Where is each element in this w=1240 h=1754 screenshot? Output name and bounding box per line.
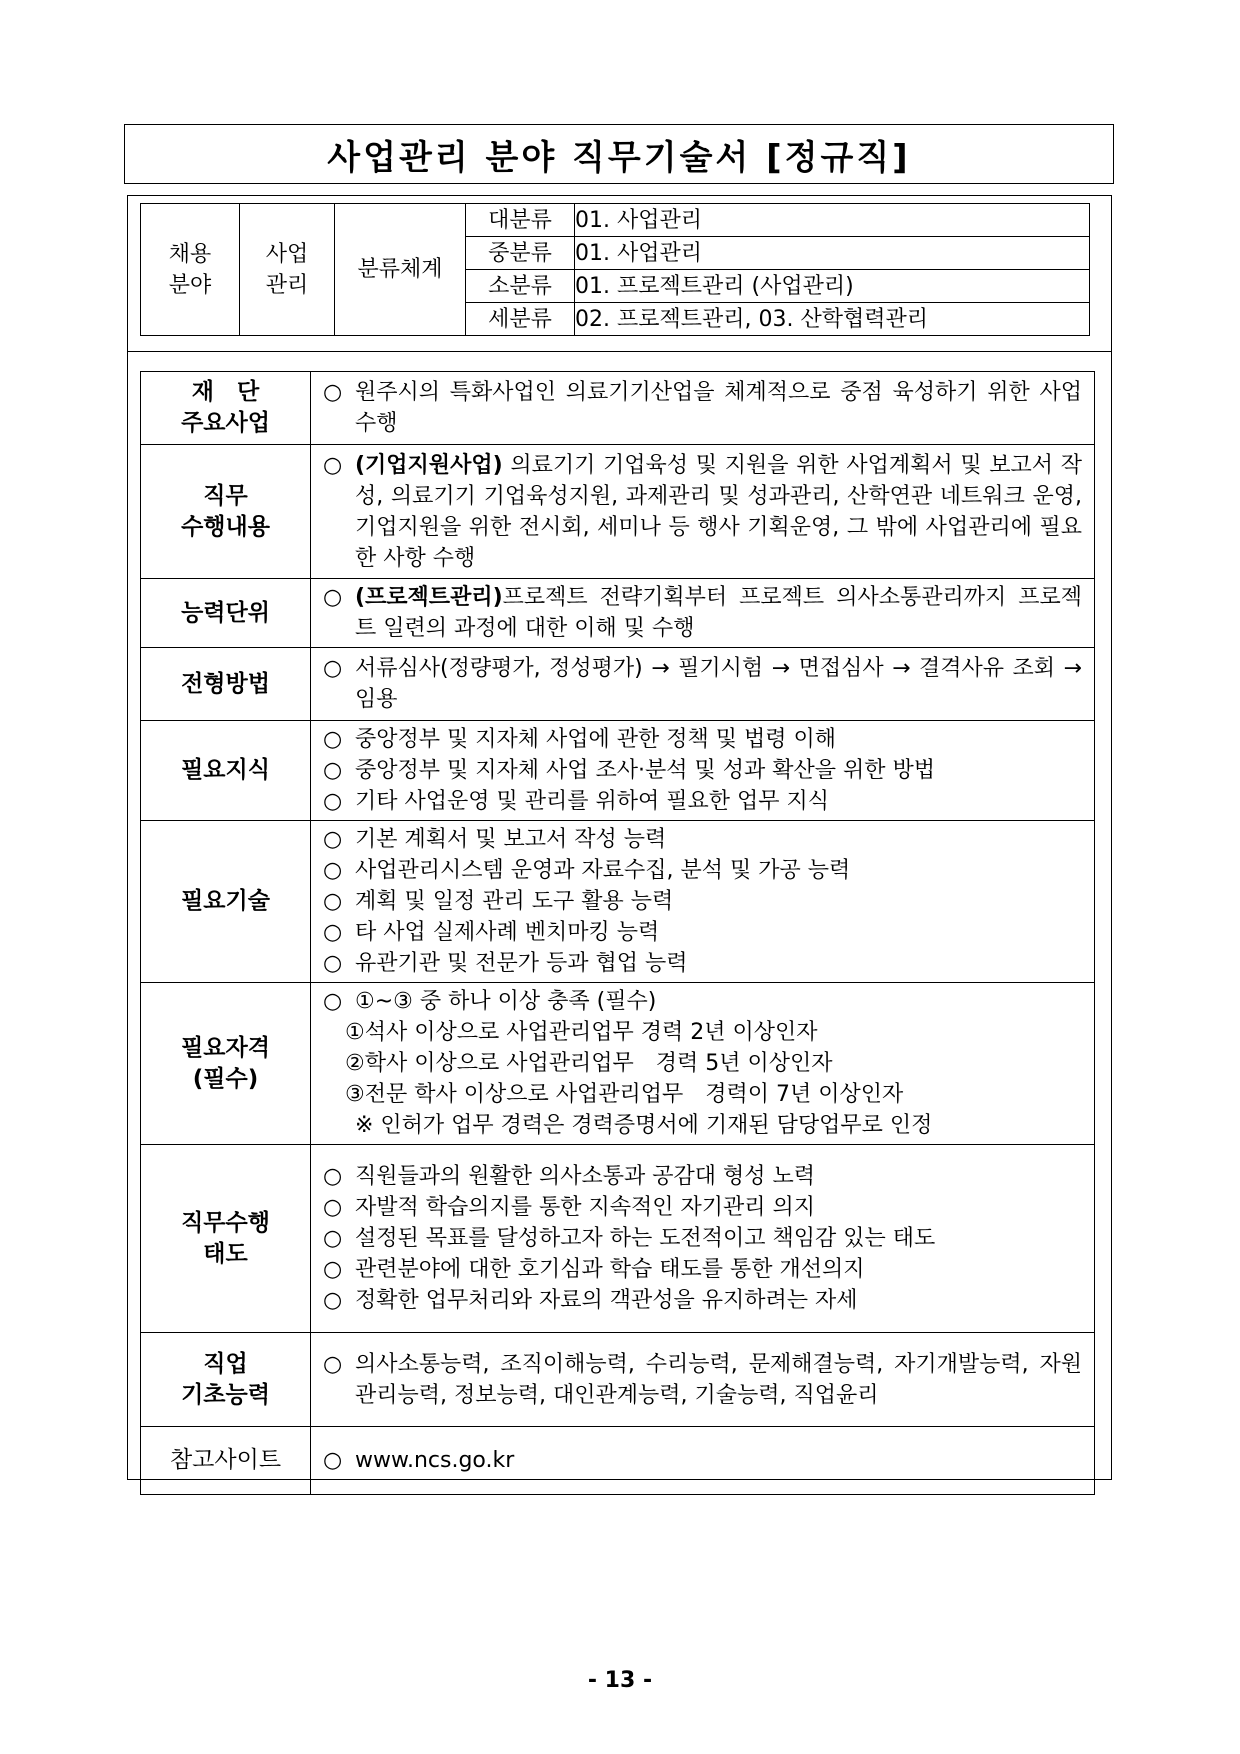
item-text: 기본 계획서 및 보고서 작성 능력 <box>355 827 667 852</box>
system-label: 분류체계 <box>335 204 466 336</box>
category-value: 01. 사업관리 <box>575 204 1090 237</box>
label-line: 직무수행 <box>181 1209 270 1236</box>
label-line: 재 단 <box>191 379 260 405</box>
competency-heading: (프로젝트관리) <box>355 585 503 610</box>
label-line: (필수) <box>192 1065 259 1092</box>
field-value-cell <box>240 204 335 336</box>
reference-label: 참고사이트 <box>141 1427 311 1495</box>
item-text: 중앙정부 및 지자체 사업에 관한 정책 및 법령 이해 <box>355 727 836 752</box>
category-value: 01. 사업관리 <box>575 237 1090 270</box>
competency-label: 능력단위 <box>141 579 311 648</box>
bullet-icon: ○ <box>323 989 343 1014</box>
list-item <box>323 855 1082 886</box>
job-detail-table <box>140 371 1095 1495</box>
bullet-icon: ○ <box>323 380 343 405</box>
label-line: 직업 <box>203 1350 248 1377</box>
bullet-icon: ○ <box>323 585 343 610</box>
reference-link[interactable]: www.ncs.go.kr <box>355 1448 515 1473</box>
label-line: 직무 <box>203 482 248 509</box>
field-label-cell <box>141 204 240 336</box>
selection-content <box>311 648 1095 721</box>
item-text: 직원들과의 원활한 의사소통과 공감대 형성 노력 <box>355 1164 816 1189</box>
category-value: 01. 프로젝트관리 (사업관리) <box>575 270 1090 303</box>
list-item <box>323 1254 1082 1285</box>
bullet-icon: ○ <box>323 1226 343 1251</box>
category-label: 중분류 <box>466 237 575 270</box>
item-text: 의사소통능력, 조직이해능력, 수리능력, 문제해결능력, 자기개발능력, 자원관리능력, 정보능력, 대인관계능력, 기술능력, 직업윤리 <box>355 1351 1082 1408</box>
label-line: 주요사업 <box>181 410 270 436</box>
qualification-note: ※ 인허가 업무 경력은 경력증명서에 기재된 담당업무로 인정 <box>355 1113 933 1138</box>
knowledge-content <box>311 721 1095 821</box>
knowledge-label: 필요지식 <box>141 721 311 821</box>
field-value-1: 사업 <box>265 241 309 267</box>
field-label-1: 채용 <box>168 241 212 267</box>
bullet-icon: ○ <box>323 1164 343 1189</box>
item-text: 자발적 학습의지를 통한 지속적인 자기관리 의지 <box>355 1195 816 1220</box>
item-text: 유관기관 및 전문가 등과 협업 능력 <box>355 951 688 976</box>
list-item <box>323 986 1082 1017</box>
duties-heading: (기업지원사업) <box>355 452 503 478</box>
item-text: ①~③ 중 하나 이상 충족 (필수) <box>355 989 657 1014</box>
field-label-2: 분야 <box>168 272 212 298</box>
label-line: 기초능력 <box>181 1381 270 1408</box>
skills-content <box>311 821 1095 983</box>
basic-ability-content <box>311 1333 1095 1427</box>
section-divider <box>127 351 1112 352</box>
main-business-label <box>141 372 311 445</box>
list-item <box>323 1192 1082 1223</box>
bullet-icon: ○ <box>323 789 343 814</box>
selection-label: 전형방법 <box>141 648 311 721</box>
page-number: - 13 - <box>587 1668 653 1693</box>
item-text: 원주시의 특화사업인 의료기기산업을 체계적으로 중점 육성하기 위한 사업 수행 <box>355 380 1082 436</box>
bullet-icon: ○ <box>323 656 343 681</box>
bullet-icon: ○ <box>323 951 343 976</box>
list-item <box>323 948 1082 979</box>
item-text: 타 사업 실제사례 벤치마킹 능력 <box>355 920 660 945</box>
list-item <box>323 724 1082 755</box>
item-text: 계획 및 일정 관리 도구 활용 능력 <box>355 889 674 914</box>
qualification-content <box>311 983 1095 1145</box>
bullet-icon: ○ <box>323 1195 343 1220</box>
item-text: 사업관리시스템 운영과 자료수집, 분석 및 가공 능력 <box>355 858 851 883</box>
item-text: 프로젝트 전략기획부터 프로젝트 의사소통관리까지 프로젝트 일련의 과정에 대한 이해 및 수행 <box>355 585 1082 641</box>
qualification-label <box>141 983 311 1145</box>
attitude-label <box>141 1145 311 1333</box>
item-text: 중앙정부 및 지자체 사업 조사·분석 및 성과 확산을 위한 방법 <box>355 758 935 783</box>
main-business-content <box>311 372 1095 445</box>
category-label: 대분류 <box>466 204 575 237</box>
bullet-icon: ○ <box>323 758 343 783</box>
page-title: 사업관리 분야 직무기술서 [정규직] <box>124 124 1114 184</box>
list-item <box>323 755 1082 786</box>
reference-content <box>311 1427 1095 1495</box>
duties-label <box>141 445 311 579</box>
item-text: 관련분야에 대한 호기심과 학습 태도를 통한 개선의지 <box>355 1257 865 1282</box>
attitude-content <box>311 1145 1095 1333</box>
item-text: 정확한 업무처리와 자료의 객관성을 유지하려는 자세 <box>355 1288 858 1313</box>
bullet-icon: ○ <box>323 727 343 752</box>
skills-label: 필요기술 <box>141 821 311 983</box>
list-item <box>323 824 1082 855</box>
bullet-icon: ○ <box>323 1257 343 1282</box>
label-line: 태도 <box>203 1240 248 1267</box>
item-text: 서류심사(정량평가, 정성평가) → 필기시험 → 면접심사 → 결격사유 조회 → 임용 <box>355 656 1082 712</box>
qualification-item: ①석사 이상으로 사업관리업무 경력 2년 이상인자 <box>345 1020 818 1045</box>
list-item <box>323 886 1082 917</box>
duties-content <box>311 445 1095 579</box>
bullet-icon: ○ <box>323 889 343 914</box>
bullet-icon: ○ <box>323 1448 343 1473</box>
list-item <box>323 917 1082 948</box>
category-label: 소분류 <box>466 270 575 303</box>
basic-ability-label <box>141 1333 311 1427</box>
label-line: 수행내용 <box>181 513 270 540</box>
bullet-icon: ○ <box>323 858 343 883</box>
field-value-2: 관리 <box>265 272 309 298</box>
bullet-icon: ○ <box>323 827 343 852</box>
item-text: 기타 사업운영 및 관리를 위하여 필요한 업무 지식 <box>355 789 829 814</box>
category-value: 02. 프로젝트관리, 03. 산학협력관리 <box>575 303 1090 336</box>
list-item <box>323 786 1082 817</box>
item-text: 설정된 목표를 달성하고자 하는 도전적이고 책임감 있는 태도 <box>355 1226 936 1251</box>
qualification-item: ③전문 학사 이상으로 사업관리업무 경력이 7년 이상인자 <box>345 1082 904 1107</box>
list-item <box>323 1223 1082 1254</box>
bullet-icon: ○ <box>323 452 343 478</box>
bullet-icon: ○ <box>323 1351 343 1377</box>
category-label: 세분류 <box>466 303 575 336</box>
list-item <box>323 1285 1082 1316</box>
competency-content <box>311 579 1095 648</box>
list-item <box>323 1161 1082 1192</box>
label-line: 필요자격 <box>181 1034 270 1061</box>
item-text: 의료기기 기업육성 및 지원을 위한 사업계획서 및 보고서 작성, 의료기기 기업육성지원, 과제관리 및 성과관리, 산학연관 네트워크 운영, 기업지원을 위한 전시회, 세미나 등 행사 기획운영, 그 밖에 사업관리에 필요한 사항 수행 <box>355 452 1082 571</box>
classification-table <box>140 203 1090 336</box>
bullet-icon: ○ <box>323 1288 343 1313</box>
qualification-item: ②학사 이상으로 사업관리업무 경력 5년 이상인자 <box>345 1051 833 1076</box>
bullet-icon: ○ <box>323 920 343 945</box>
